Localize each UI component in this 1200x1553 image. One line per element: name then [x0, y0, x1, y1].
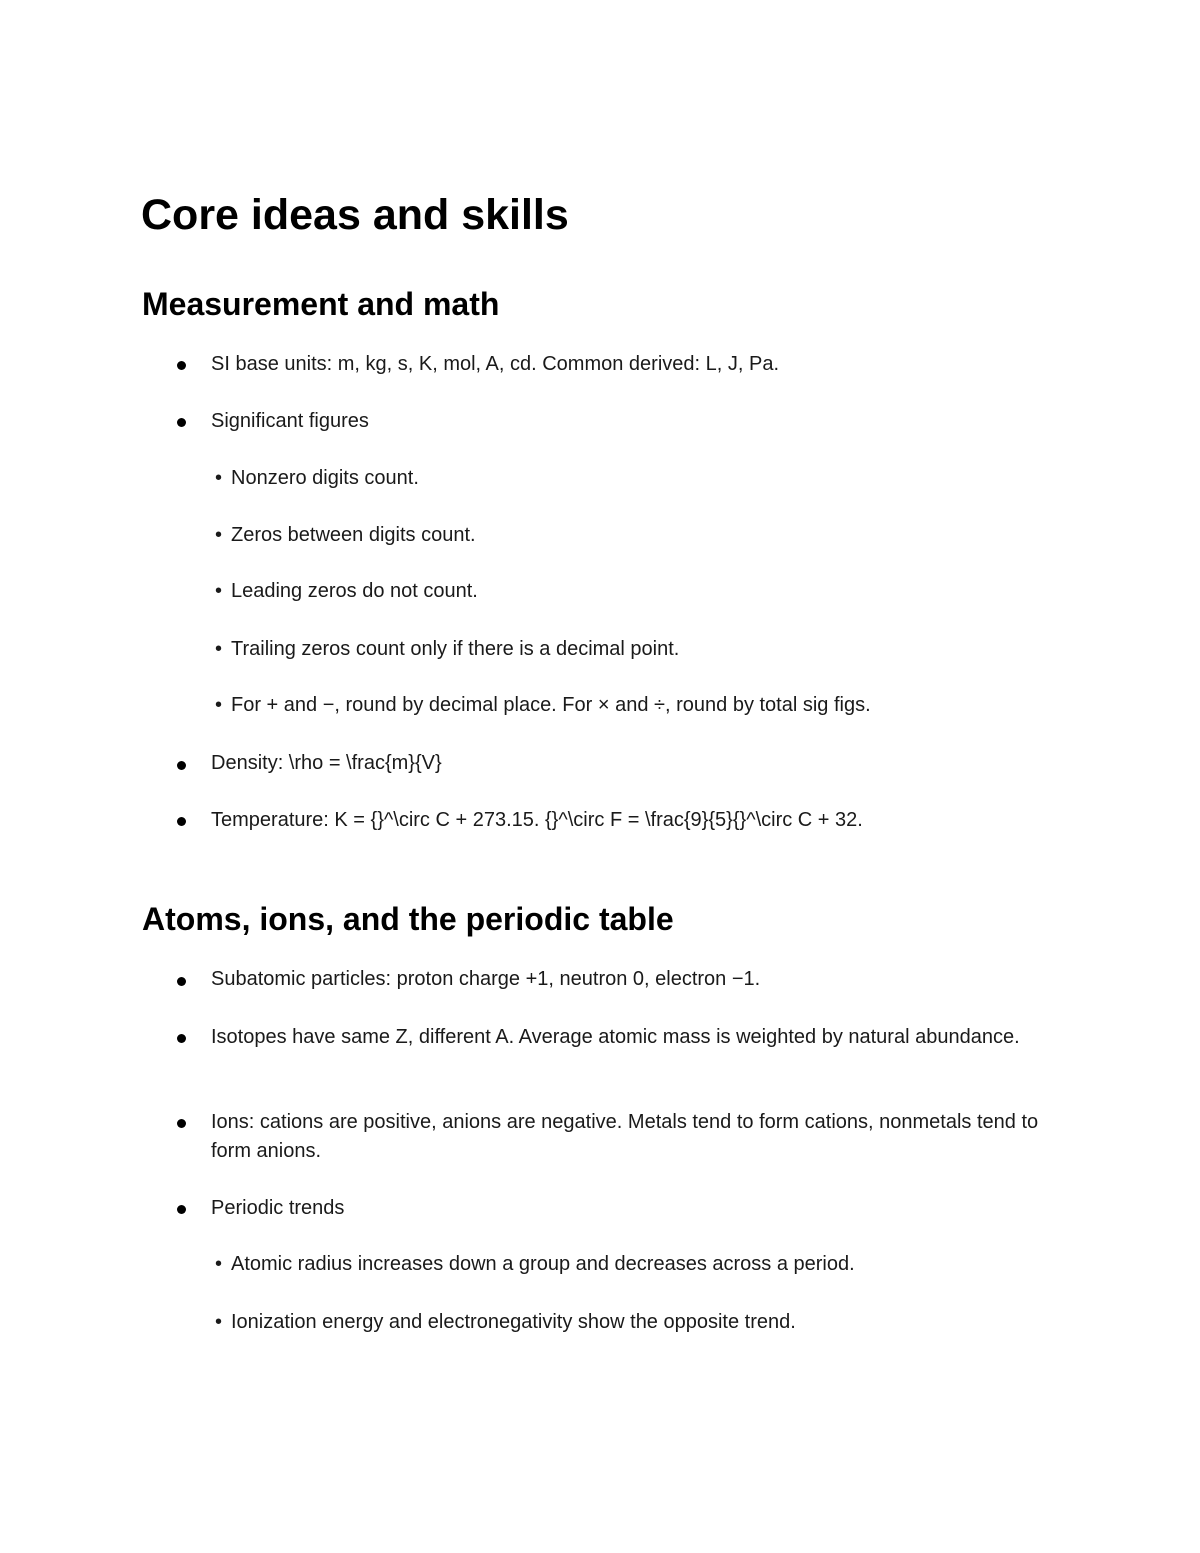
small-bullet-icon: •	[215, 1311, 223, 1333]
bullet-icon	[177, 977, 186, 986]
list-item: SI base units: m, kg, s, K, mol, A, cd. Common derived: L, J, Pa.	[211, 353, 780, 375]
bullet-icon	[177, 761, 186, 770]
bullet-icon	[177, 361, 186, 370]
bullet-icon	[177, 817, 186, 826]
bullet-icon	[177, 1034, 186, 1043]
small-bullet-icon: •	[215, 694, 223, 716]
list-item: Isotopes have same Z, different A. Average atomic mass is weighted by natural abundance.	[211, 1026, 1020, 1048]
list-item: Ions: cations are positive, anions are negative. Metals tend to form cations, nonmetals tend to form anions.	[211, 1111, 1039, 1162]
bullet-icon	[177, 1119, 186, 1128]
section-heading-atoms: Atoms, ions, and the periodic table	[142, 901, 674, 937]
sub-list-item: • Zeros between digits count.	[215, 521, 1055, 550]
small-bullet-icon: •	[215, 638, 223, 660]
sub-list-item: • Ionization energy and electronegativity show the opposite trend.	[215, 1308, 1055, 1337]
small-bullet-icon: •	[215, 524, 223, 546]
list-item: Significant figures	[211, 410, 369, 432]
page-title: Core ideas and skills	[141, 191, 569, 239]
section-heading-measurement: Measurement and math	[142, 286, 500, 322]
small-bullet-icon: •	[215, 467, 223, 489]
sub-list-item: • Leading zeros do not count.	[215, 577, 1055, 606]
small-bullet-icon: •	[215, 1253, 223, 1275]
small-bullet-icon: •	[215, 580, 223, 602]
list-item: Density: \rho = \frac{m}{V}	[211, 752, 442, 774]
list-item: Subatomic particles: proton charge +1, neutron 0, electron −1.	[211, 968, 761, 990]
list-item: Periodic trends	[211, 1197, 345, 1219]
sub-list-item: • Atomic radius increases down a group and decreases across a period.	[215, 1250, 1055, 1279]
bullet-icon	[177, 418, 186, 427]
sub-list-item: • Trailing zeros count only if there is a decimal point.	[215, 635, 1055, 664]
list-item: Temperature: K = {}^\circ C + 273.15. {}^\circ F = \frac{9}{5}{}^\circ C + 32.	[211, 809, 863, 831]
sub-list-item: • Nonzero digits count.	[215, 464, 1055, 493]
bullet-icon	[177, 1205, 186, 1214]
sub-list-item: • For + and −, round by decimal place. For × and ÷, round by total sig figs.	[215, 691, 1055, 720]
